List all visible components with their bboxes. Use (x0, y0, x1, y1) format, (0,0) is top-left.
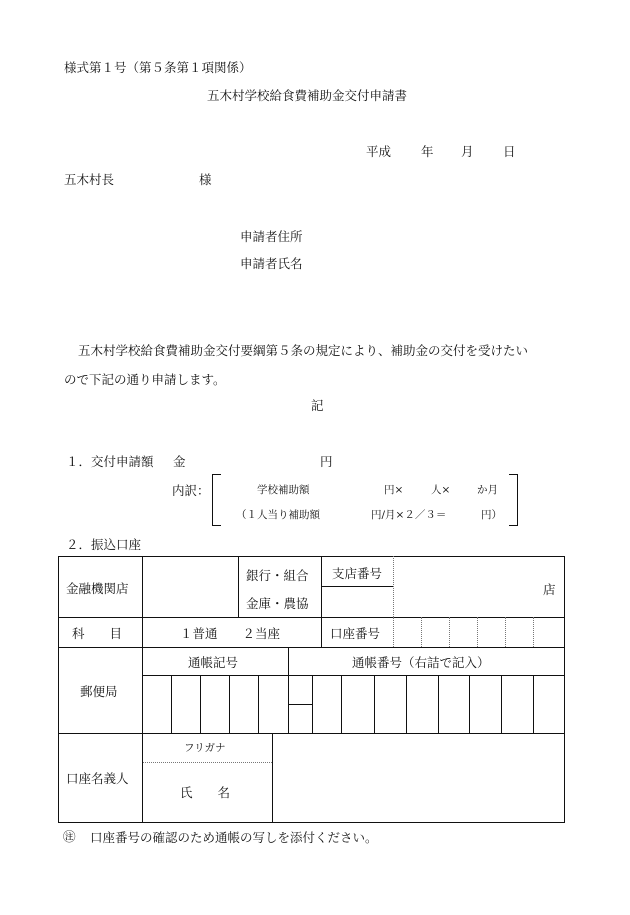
passbook-number-label: 通帳番号（右詰で記入） (352, 655, 490, 670)
shop-label: 店 (543, 582, 556, 597)
addressee-honorific: 様 (199, 172, 212, 187)
form-number: 様式第１号（第５条第１項関係） (64, 60, 252, 75)
furigana-label: フリガナ (184, 742, 226, 754)
section1-label: １．交付申請額 (66, 454, 154, 469)
date-month: 月 (461, 144, 474, 159)
breakdown-r2-a: （１人当り補助額 (236, 509, 320, 521)
bank-type-2: 金庫・農協 (246, 596, 309, 611)
ki-heading: 記 (311, 398, 324, 413)
account-no-label: 口座番号 (330, 626, 381, 641)
bracket-left (212, 474, 221, 526)
shimei-label: 氏 名 (180, 785, 231, 800)
date-day: 日 (503, 144, 516, 159)
breakdown-r2-b: 円/月×２／３＝ (371, 509, 447, 521)
account-holder-label: 口座名義人 (66, 771, 129, 786)
applicant-address-label: 申請者住所 (240, 229, 303, 244)
document-title: 五木村学校給食費補助金交付申請書 (207, 88, 408, 103)
passbook-symbol-label: 通帳記号 (188, 655, 239, 670)
note-mark: ㊟ (63, 829, 76, 844)
breakdown-r1-b: 円× (384, 484, 404, 496)
breakdown-label: 内訳： (172, 483, 210, 498)
section1-yen: 円 (320, 454, 333, 469)
bank-label: 金融機関店 (66, 581, 129, 596)
kamoku-options[interactable]: １普通 ２当座 (180, 626, 281, 641)
breakdown-r1-d: か月 (477, 484, 498, 496)
section1-kin: 金 (173, 454, 186, 469)
breakdown-r1-c: 人× (431, 484, 451, 496)
applicant-name-label: 申請者氏名 (240, 256, 303, 271)
body-line-1: 五木村学校給食費補助金交付要綱第５条の規定により、補助金の交付を受けたい (78, 343, 529, 358)
date-year: 年 (421, 144, 434, 159)
branch-no-label: 支店番号 (332, 566, 383, 581)
date-era: 平成 (366, 144, 392, 159)
section2-label: ２．振込口座 (66, 537, 142, 552)
body-line-2: ので下記の通り申請します。 (64, 372, 226, 387)
kamoku-label: 科 目 (72, 626, 123, 641)
breakdown-r1-a: 学校補助額 (257, 484, 310, 496)
bank-type-1: 銀行・組合 (246, 568, 309, 583)
breakdown-r2-c: 円） (481, 509, 502, 521)
addressee-name: 五木村長 (64, 172, 115, 187)
note-text: 口座番号の確認のため通帳の写しを添付ください。 (90, 830, 378, 845)
bank-account-table (58, 556, 565, 823)
post-office-label: 郵便局 (80, 684, 118, 699)
bracket-right (509, 474, 518, 526)
